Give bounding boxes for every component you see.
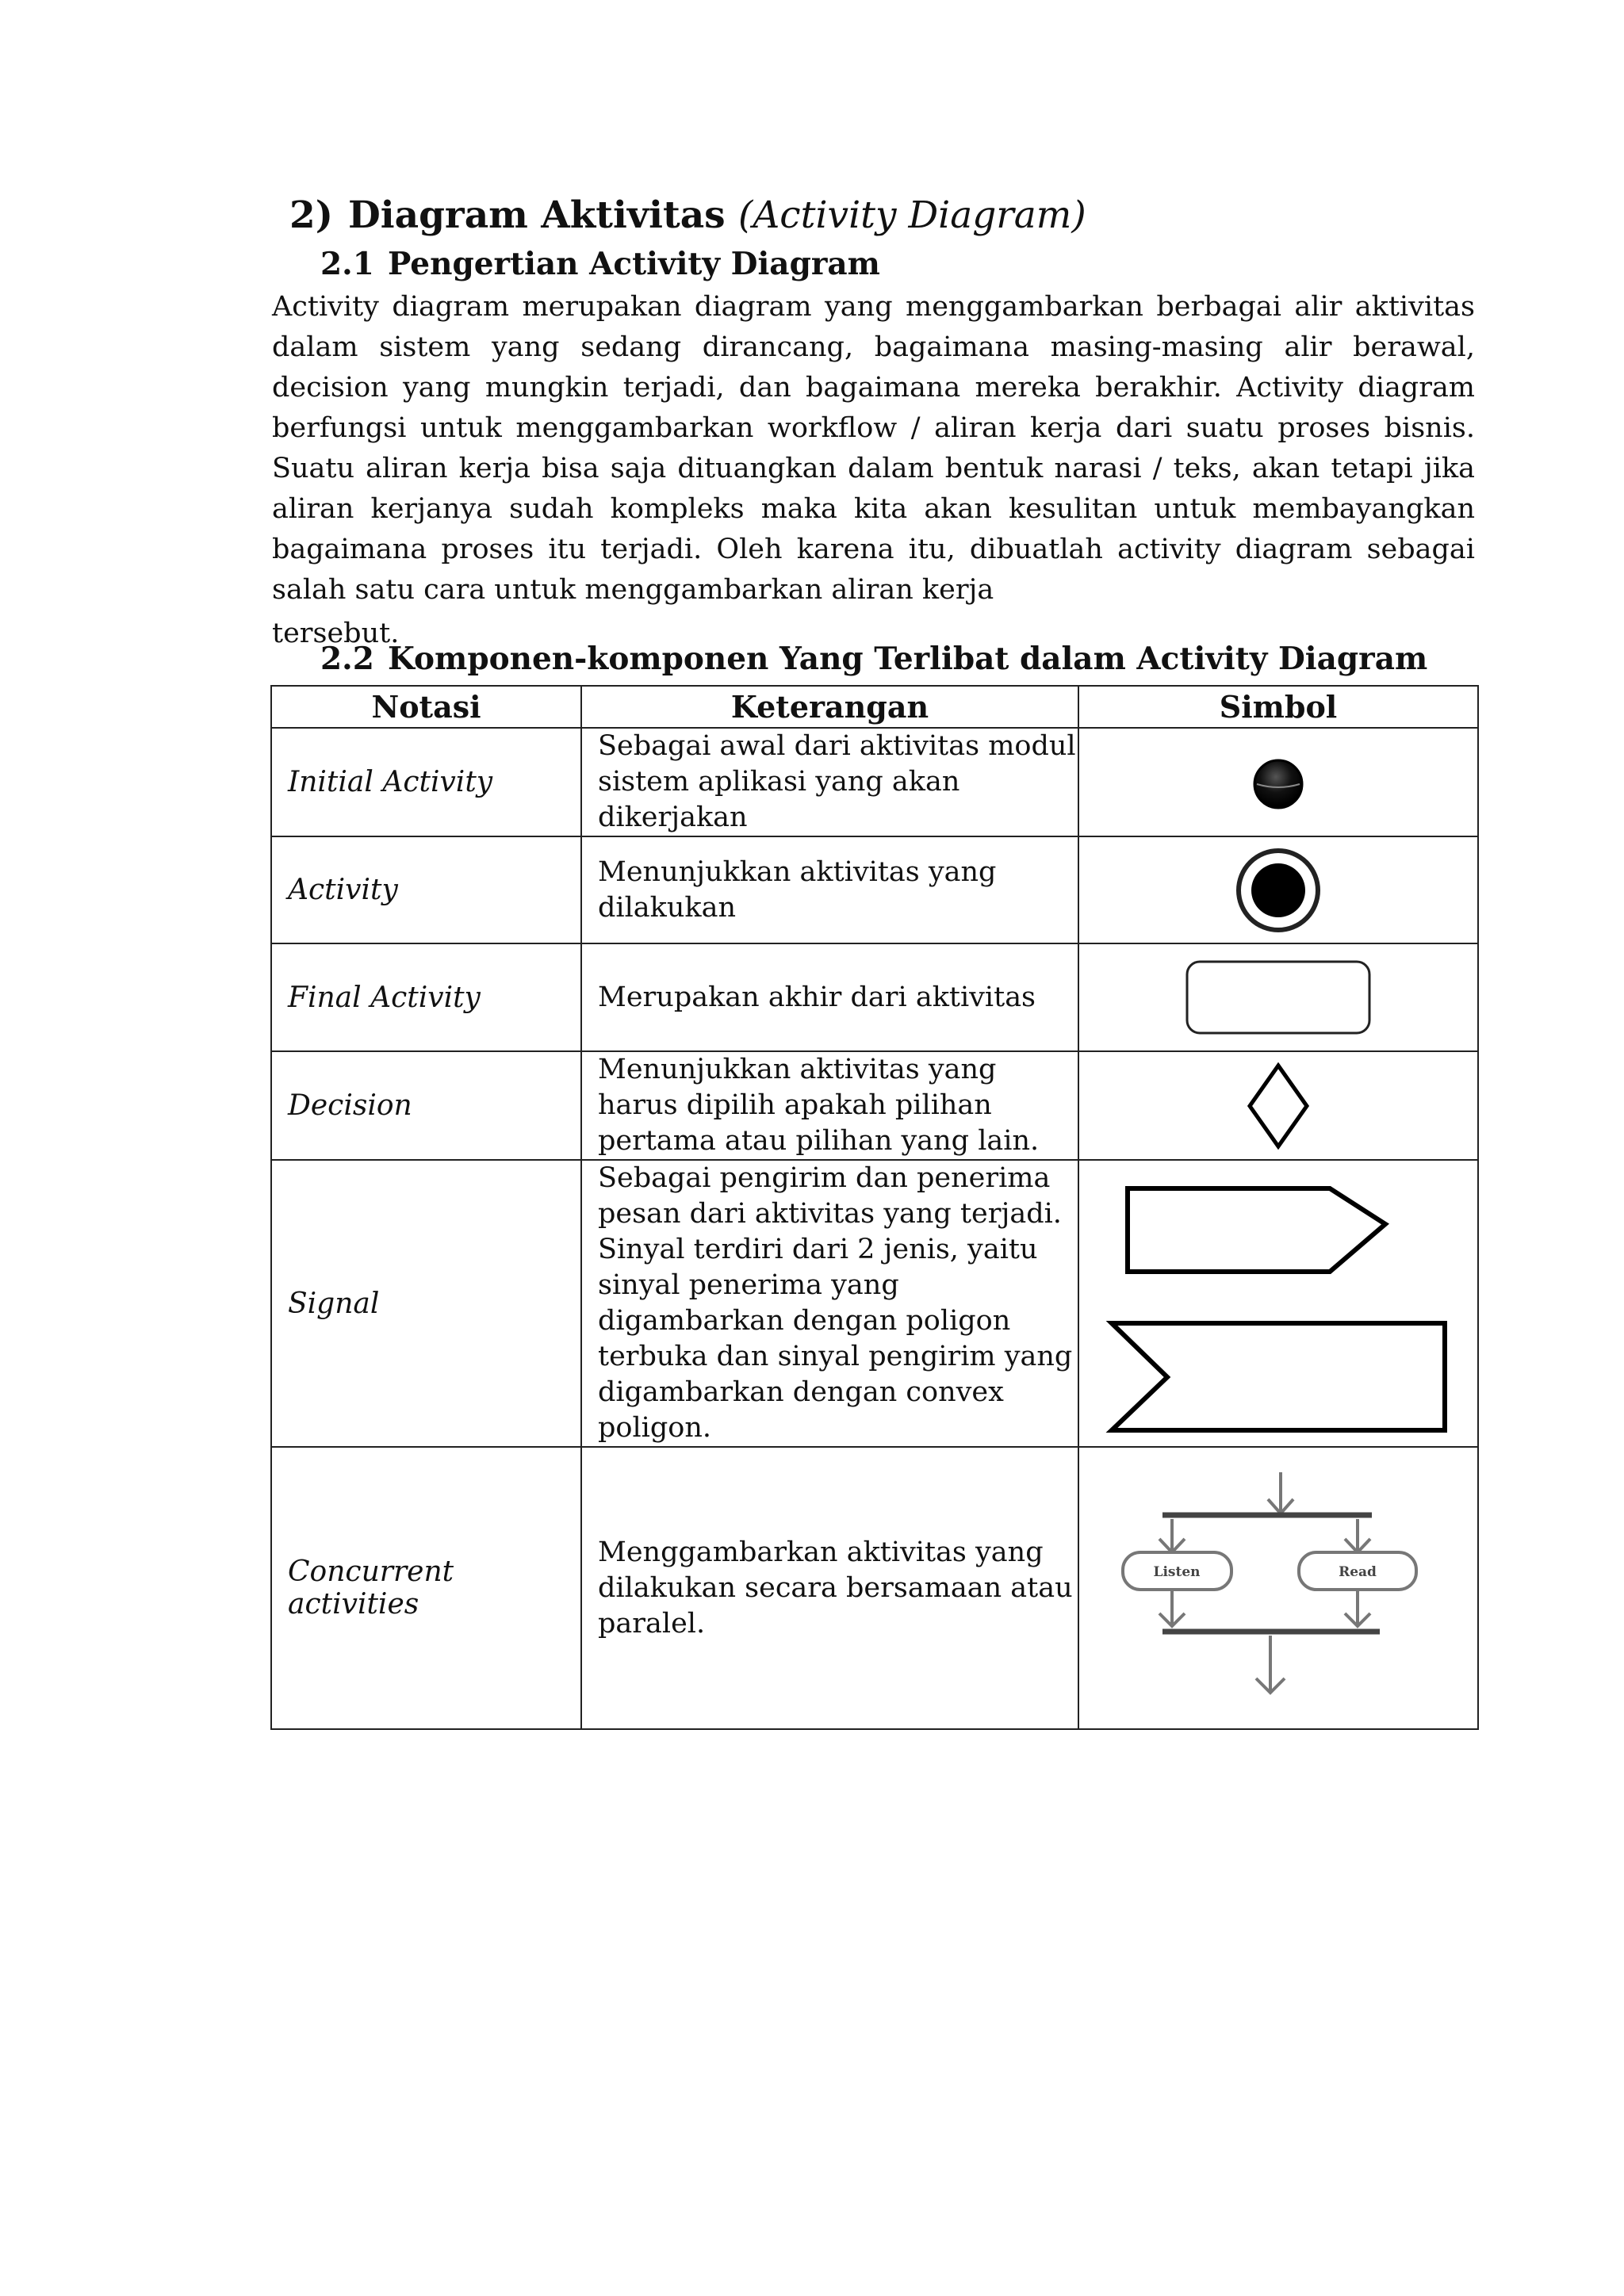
notasi-cell: Decision: [271, 1051, 581, 1160]
keterangan-cell: Sebagai pengirim dan penerima pesan dari aktivitas yang terjadi. Sinyal terdiri dari 2 jenis, yaitu sinyal penerima yang digambarkan dengan poligon terbuka dan sinyal pengirim yang digambarkan dengan convex poligon.: [581, 1160, 1078, 1447]
symbol-cell: [1078, 1447, 1478, 1729]
keterangan-cell: Merupakan akhir dari aktivitas: [581, 943, 1078, 1051]
header-keterangan: Keterangan: [581, 686, 1078, 728]
symbol-cell: [1078, 1051, 1478, 1160]
notasi-cell: Initial Activity: [271, 728, 581, 836]
symbol-cell: [1078, 943, 1478, 1051]
keterangan-cell: Menunjukkan aktivitas yang dilakukan: [581, 836, 1078, 943]
fork-label-listen: Listen: [1153, 1564, 1201, 1580]
symbol-cell: [1078, 728, 1478, 836]
subsection-number: 2.1: [320, 246, 374, 282]
table-row: [271, 728, 1478, 836]
keterangan-cell: Menunjukkan aktivitas yang harus dipilih apakah pilihan pertama atau pilihan yang lain.: [581, 1051, 1078, 1160]
header-simbol: Simbol: [1078, 686, 1478, 728]
final-node-icon: [1235, 847, 1322, 934]
definition-paragraph: [272, 287, 1475, 654]
keterangan-cell: Menggambarkan aktivitas yang dilakukan secara bersamaan atau paralel.: [581, 1447, 1078, 1729]
initial-node-icon: [1247, 751, 1310, 814]
header-notasi: Notasi: [271, 686, 581, 728]
notasi-cell: Final Activity: [271, 943, 581, 1051]
section-number: 2): [289, 193, 333, 237]
decision-diamond-icon: [1247, 1062, 1310, 1150]
paragraph-last-line: tersebut.: [272, 618, 400, 649]
notasi-cell: Signal: [271, 1160, 581, 1447]
keterangan-cell: Sebagai awal dari aktivitas modul sistem aplikasi yang akan dikerjakan: [581, 728, 1078, 836]
notasi-cell: Concurrent activities: [271, 1447, 581, 1729]
table-row: [271, 1160, 1478, 1447]
symbol-cell: [1078, 836, 1478, 943]
section-heading: [289, 193, 1086, 237]
subsection-title: Pengertian Activity Diagram: [388, 246, 880, 282]
table-row: [271, 836, 1478, 943]
section-title-italic: (Activity Diagram): [738, 193, 1086, 237]
section-title: Diagram Aktivitas: [348, 193, 726, 237]
components-table: [270, 685, 1479, 1730]
table-header-row: [271, 686, 1478, 728]
subsection-heading-2-1: [320, 246, 880, 282]
table-row: [271, 943, 1478, 1051]
subsection-number: 2.2: [320, 641, 374, 677]
notasi-cell: Activity: [271, 836, 581, 943]
symbol-cell: [1078, 1160, 1478, 1447]
table-row: [271, 1447, 1478, 1729]
subsection-heading-2-2: [320, 641, 1427, 677]
fork-label-read: Read: [1339, 1564, 1377, 1580]
subsection-title: Komponen-komponen Yang Terlibat dalam Activity Diagram: [388, 641, 1428, 677]
fork-join-icon: [1120, 1469, 1437, 1707]
signal-send-receive-icon: [1104, 1173, 1453, 1434]
table-row: [271, 1051, 1478, 1160]
paragraph-text: Activity diagram merupakan diagram yang menggambarkan berbagai alir aktivitas dalam sistem yang sedang dirancang, bagaimana masing-masing alir berawal, decision yang mungkin terjadi, dan bagaimana mereka berakhir. Activity diagram berfungsi untuk menggambarkan workflow / aliran kerja dari suatu proses bisnis. Suatu aliran kerja bisa saja dituangkan dalam bentuk narasi / teks, akan tetapi jika aliran kerjanya sudah kompleks maka kita akan kesulitan untuk membayangkan bagaimana proses itu terjadi. Oleh karena itu, dibuatlah activity diagram sebagai salah satu cara untuk menggambarkan aliran kerja: [272, 291, 1475, 606]
activity-rounded-rect-icon: [1185, 960, 1371, 1035]
